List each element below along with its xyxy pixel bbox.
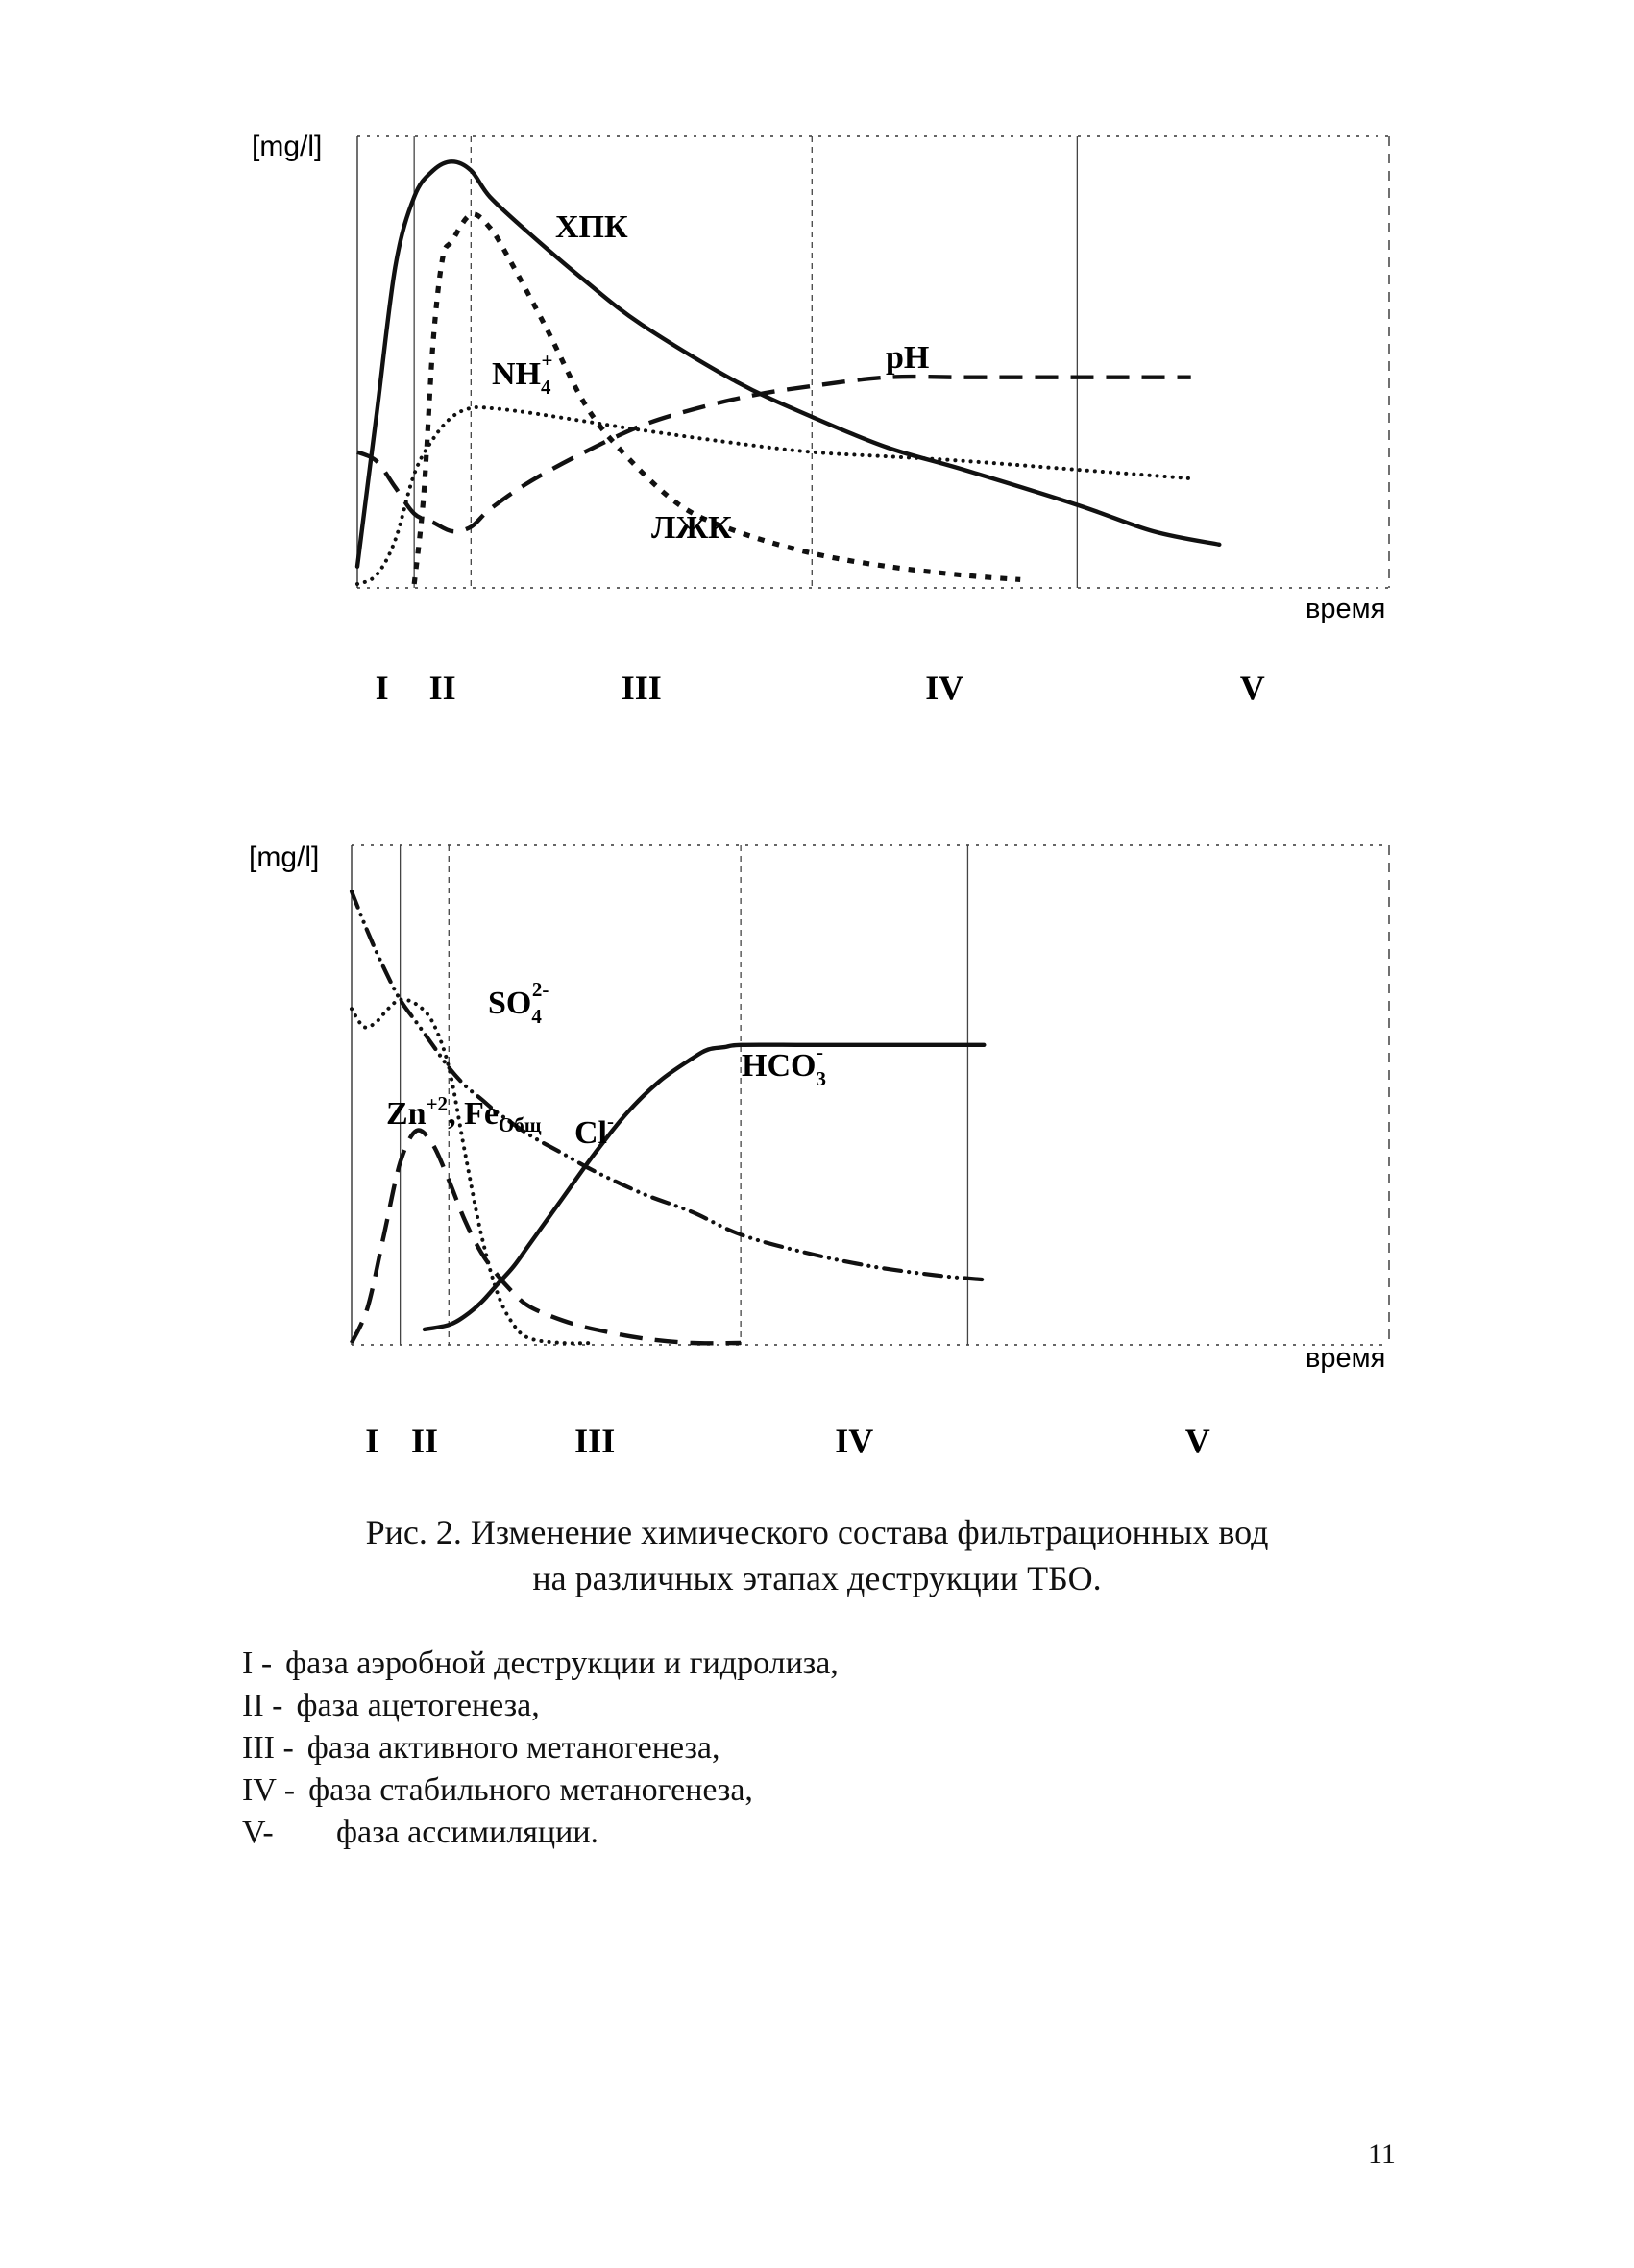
legend-item-phase-3 [242, 1727, 839, 1769]
figure-caption-line-2: на различных этапах деструкции ТБО. [532, 1559, 1102, 1597]
series-label-hco3: $HCO_3-$ [742, 1040, 826, 1090]
legend-item-phase-1 [242, 1643, 839, 1685]
phase-lines-bottom [401, 845, 968, 1345]
legend-item-phase-2 [242, 1685, 839, 1727]
legend-text: фаза ацетогенеза, [296, 1688, 540, 1723]
legend-text: фаза стабильного метаногенеза, [308, 1772, 753, 1808]
legend-item-phase-4 [242, 1769, 839, 1812]
phase-label-3-top: III [621, 669, 662, 707]
chart-frame-bottom [352, 845, 1389, 1345]
legend-numeral: IV - [242, 1772, 296, 1808]
phase-label-4-bottom: IV [835, 1422, 874, 1460]
y-axis-unit-bottom: [mg/l] [249, 841, 320, 873]
legend-numeral: II - [242, 1688, 283, 1723]
chart-bottom [0, 826, 1634, 1479]
phase-label-5-top: V [1239, 669, 1265, 707]
legend-text: фаза ассимиляции. [336, 1815, 599, 1850]
phase-label-3-bottom: III [574, 1422, 616, 1460]
phase-label-1-top: I [375, 669, 389, 707]
phase-label-5-bottom: V [1184, 1422, 1210, 1460]
series-group-top [357, 161, 1219, 584]
legend-text: фаза активного метаногенеза, [306, 1730, 720, 1766]
series-line-cl-bottom [352, 891, 984, 1280]
phase-label-4-top: IV [925, 669, 964, 707]
series-group-bottom [352, 891, 984, 1343]
legend-numeral: III - [242, 1730, 294, 1766]
phase-label-1-bottom: I [365, 1422, 379, 1460]
y-axis-unit-top: [mg/l] [252, 131, 323, 162]
phase-labels-top [376, 669, 1265, 707]
series-label-zn-fe: $Zn^{+2}$, $Fe_{Общ}$ [386, 1092, 542, 1136]
series-label-chpk: ХПК [555, 209, 628, 245]
series-line-nh4-top [357, 407, 1191, 584]
series-line-series-top [357, 161, 1219, 566]
series-label-nh4: $NH_4+$ [492, 349, 553, 399]
legend-numeral: V- [242, 1815, 274, 1850]
series-line-so4-2-bottom [352, 1000, 595, 1344]
phase-legend [242, 1643, 839, 1854]
page-number: 11 [1368, 2138, 1396, 2170]
phase-labels-bottom [365, 1422, 1209, 1460]
phase-label-2-top: II [428, 669, 456, 707]
series-label-cl: Cl- [574, 1110, 614, 1151]
series-label-so4: $SO_42-$ [488, 978, 549, 1028]
figure-caption-line-1: Рис. 2. Изменение химического состава фильтрационных вод [365, 1513, 1269, 1551]
phase-label-2-bottom: II [410, 1422, 439, 1460]
series-line-zn-2-fe-bottom [352, 1130, 741, 1343]
chart-top [0, 115, 1634, 749]
x-axis-label-top: время [1305, 594, 1386, 624]
series-label-ph: pH [886, 340, 930, 376]
legend-text: фаза аэробной деструкции и гидролиза, [285, 1646, 839, 1681]
legend-item-phase-5 [242, 1812, 839, 1854]
legend-numeral: I - [242, 1646, 273, 1681]
series-label-lzhk: ЛЖК [651, 510, 732, 546]
x-axis-label-bottom: время [1305, 1343, 1386, 1374]
